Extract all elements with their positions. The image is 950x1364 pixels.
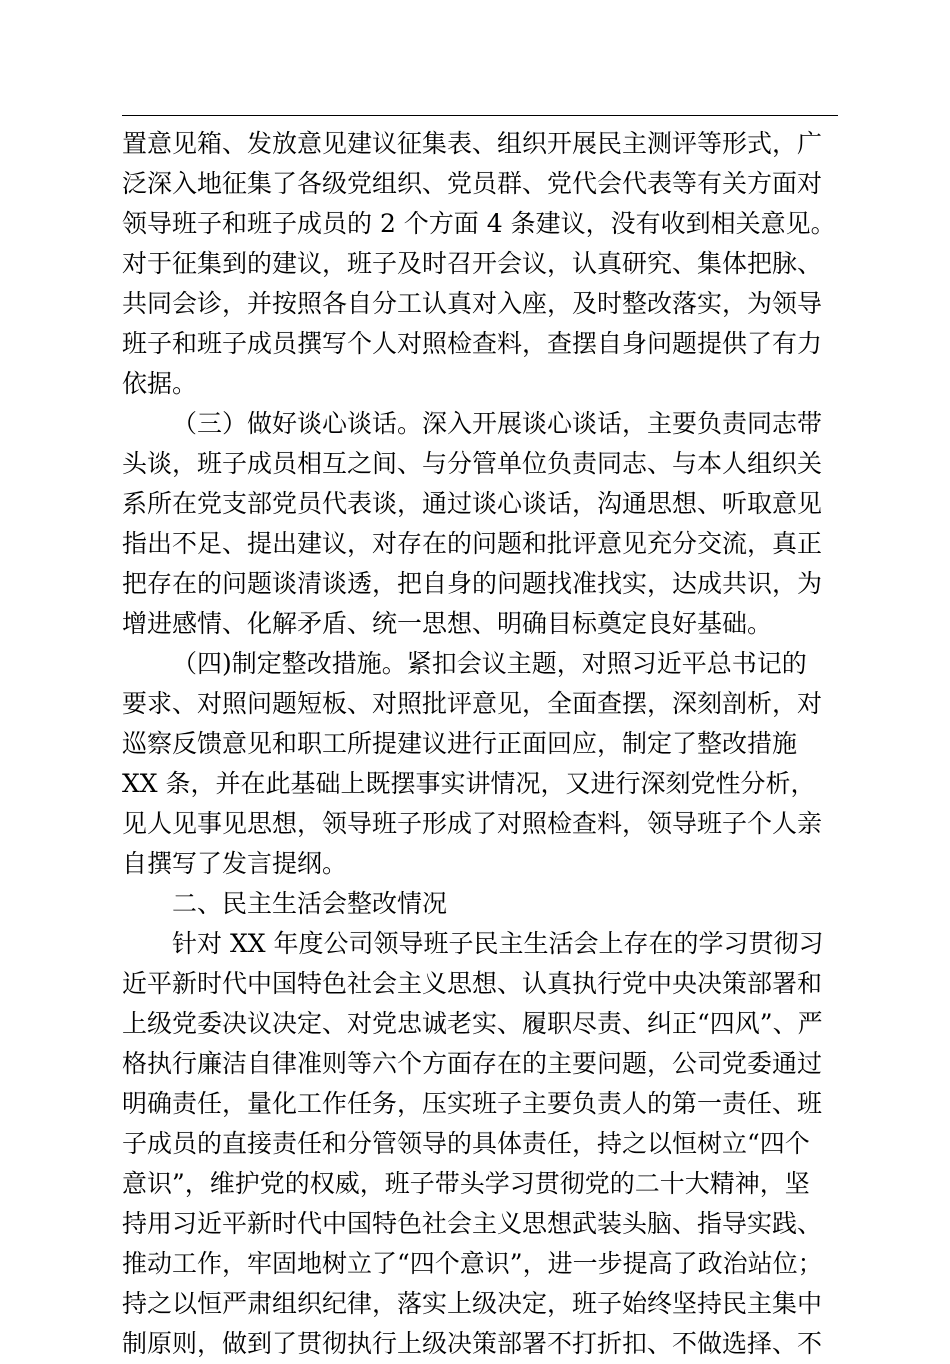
paragraph-start-line: 针对 XX 年度公司领导班子民主生活会上存在的学习贯彻习	[172, 929, 824, 958]
text-line: 置意见箱、发放意见建议征集表、组织开展民主测评等形式，广	[122, 129, 823, 158]
section-heading-line: （四)制定整改措施。紧扣会议主题，对照习近平总书记的	[172, 649, 807, 678]
text-line: 指出不足、提出建议，对存在的问题和批评意见充分交流，真正	[122, 529, 823, 558]
text-line: 持用习近平新时代中国特色社会主义思想武装头脑、指导实践、	[122, 1209, 823, 1238]
section-heading-line: （三）做好谈心谈话。深入开展谈心谈话，主要负责同志带	[172, 409, 823, 438]
text-line: 领导班子和班子成员的 2 个方面 4 条建议，没有收到相关意见。	[122, 209, 836, 238]
text-line: 共同会诊，并按照各自分工认真对入座，及时整改落实，为领导	[122, 289, 823, 318]
text-line: 见人见事见思想，领导班子形成了对照检查料，领导班子个人亲	[122, 809, 823, 838]
text-line: 格执行廉洁自律准则等六个方面存在的主要问题，公司党委通过	[122, 1049, 823, 1078]
text-line: 要求、对照问题短板、对照批评意见，全面查摆，深刻剖析，对	[122, 689, 823, 718]
section-title: 二、民主生活会整改情况	[172, 889, 448, 918]
text-line: 近平新时代中国特色社会主义思想、认真执行党中央决策部署和	[122, 969, 823, 998]
text-line: 自撰写了发言提纲。	[122, 849, 348, 878]
text-line: 泛深入地征集了各级党组织、党员群、党代会代表等有关方面对	[122, 169, 823, 198]
text-line: 巡察反馈意见和职工所提建议进行正面回应，制定了整改措施	[122, 729, 798, 758]
text-line: 推动工作，牢固地树立了“四个意识”，进一步提高了政治站位；	[122, 1249, 823, 1278]
text-line: 持之以恒严肃组织纪律，落实上级决定，班子始终坚持民主集中	[122, 1289, 823, 1318]
text-line: 依据。	[122, 369, 198, 398]
text-line: 明确责任，量化工作任务，压实班子主要负责人的第一责任、班	[122, 1089, 823, 1118]
header-rule	[122, 115, 838, 116]
text-line: 系所在党支部党员代表谈，通过谈心谈话，沟通思想、听取意见	[122, 489, 823, 518]
text-line: 意识”，维护党的权威，班子带头学习贯彻党的二十大精神，坚	[122, 1169, 810, 1198]
text-line: 制原则，做到了贯彻执行上级决策部署不打折扣、不做选择、不	[122, 1329, 823, 1358]
text-line: 把存在的问题谈清谈透，把自身的问题找准找实，达成共识，为	[122, 569, 823, 598]
text-line: 增进感情、化解矛盾、统一思想、明确目标奠定良好基础。	[122, 609, 773, 638]
text-line: 班子和班子成员撰写个人对照检查料，查摆自身问题提供了有力	[122, 329, 823, 358]
text-line: XX 条，并在此基础上既摆事实讲情况，又进行深刻党性分析，	[122, 769, 816, 798]
document-body	[122, 124, 842, 1364]
text-line: 子成员的直接责任和分管领导的具体责任，持之以恒树立“四个	[122, 1129, 810, 1158]
text-line: 头谈，班子成员相互之间、与分管单位负责同志、与本人组织关	[122, 449, 823, 478]
text-line: 上级党委决议决定、对党忠诚老实、履职尽责、纠正“四风”、严	[122, 1009, 823, 1038]
text-line: 对于征集到的建议，班子及时召开会议，认真研究、集体把脉、	[122, 249, 823, 278]
